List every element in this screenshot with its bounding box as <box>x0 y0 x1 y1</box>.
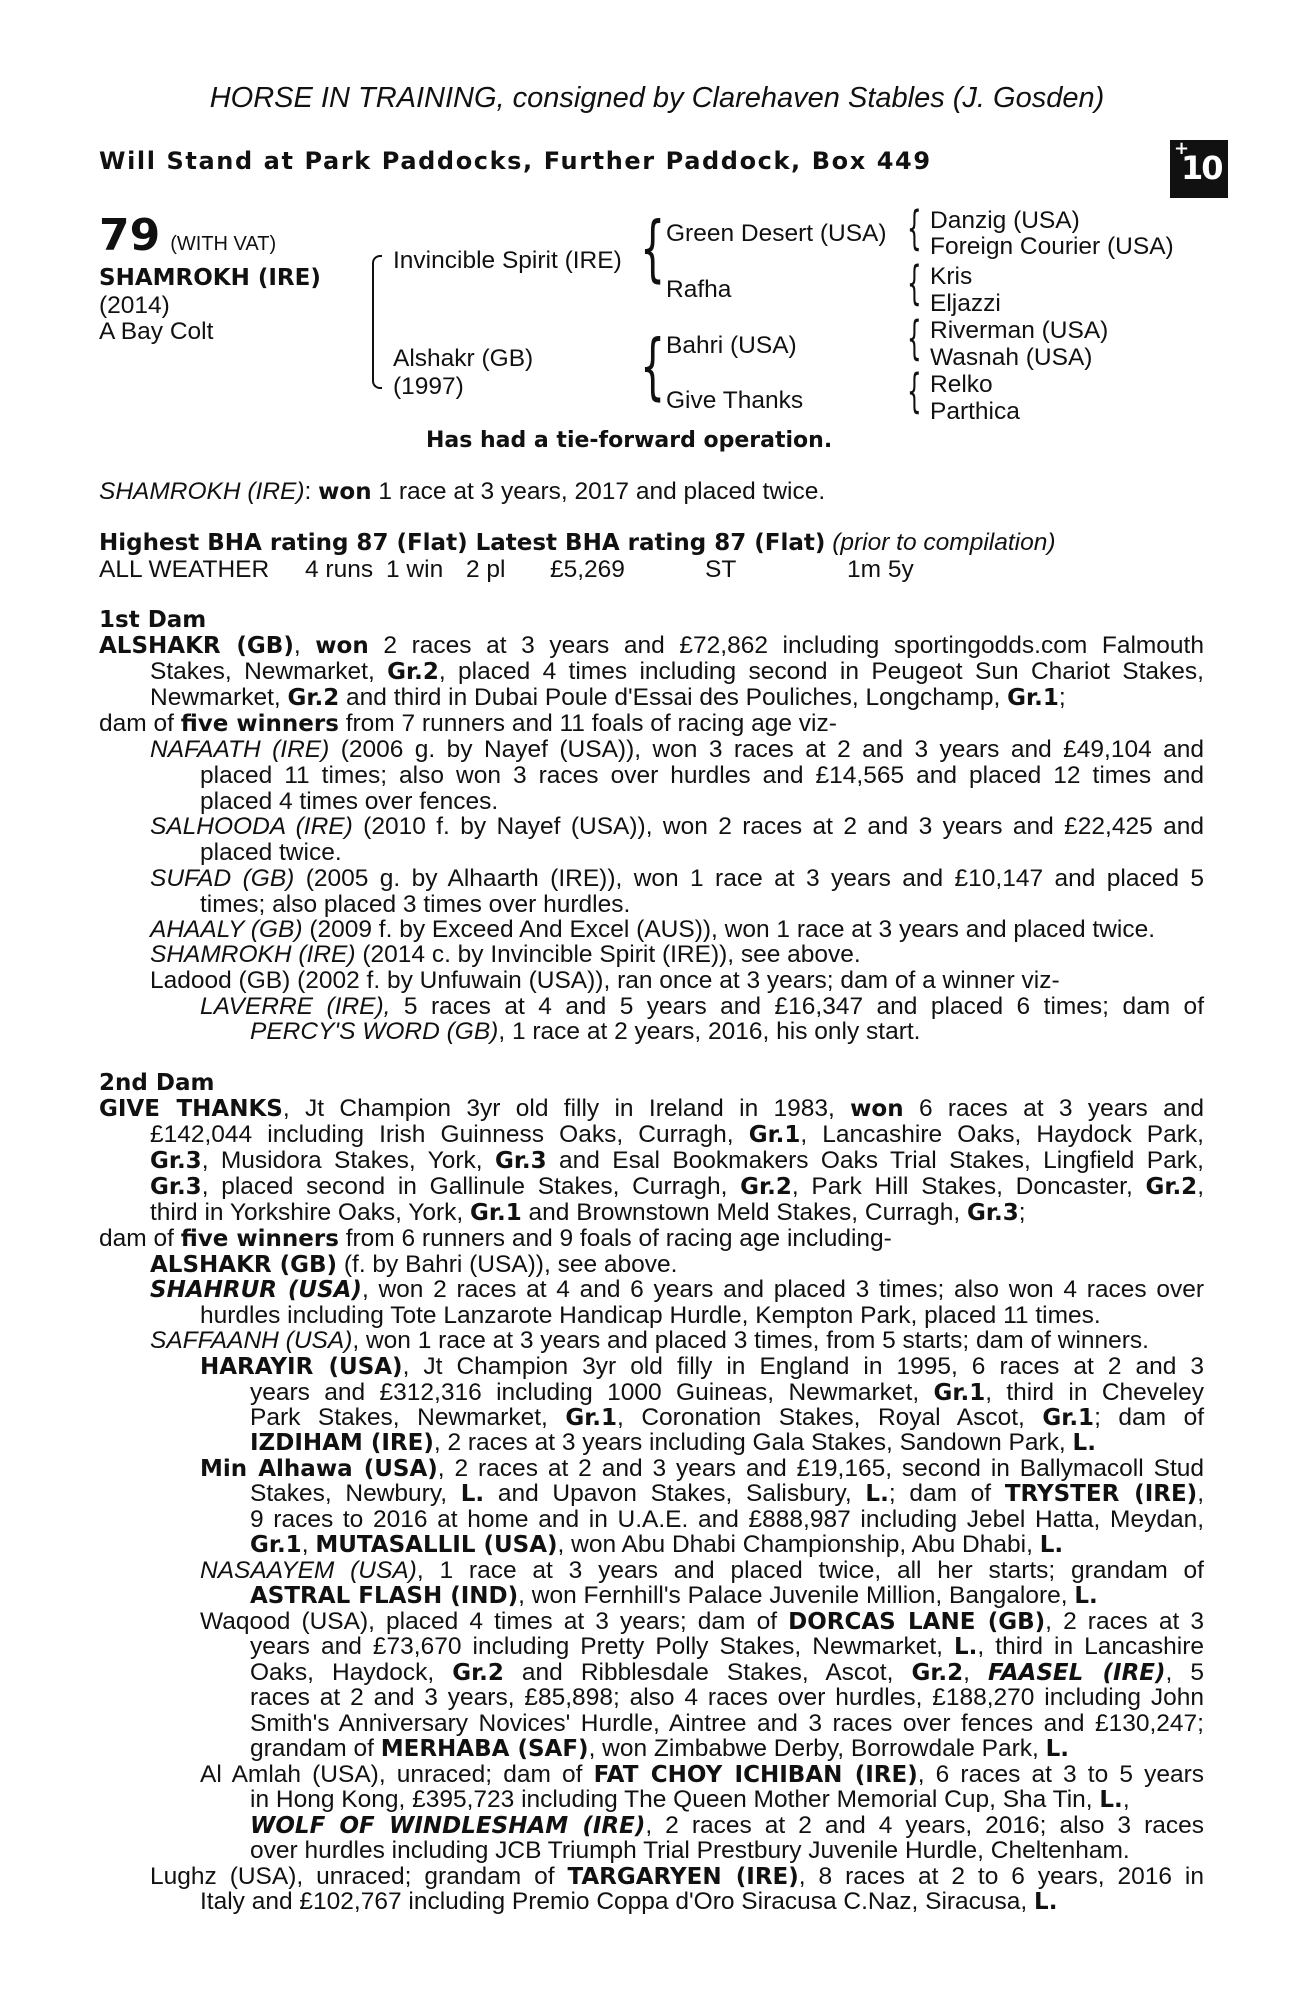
progeny-sufad-2: times; also placed 3 times over hurdles. <box>200 891 631 918</box>
sire-brace: { <box>640 206 666 290</box>
sire-sire-dam: Foreign Courier (USA) <box>930 233 1174 260</box>
sire-sire: Green Desert (USA) <box>666 220 887 247</box>
rating-heading-text: Highest BHA rating 87 (Flat) Latest BHA rating 87 (Flat) <box>99 530 826 556</box>
progeny-izdiham: IZDIHAM (IRE), 2 races at 3 years including Gala Stakes, Sandown Park, L. <box>250 1429 1096 1456</box>
progeny-harayir-3: Park Stakes, Newmarket, Gr.1, Coronation Stakes, Royal Ascot, Gr.1; dam of <box>250 1404 1205 1431</box>
second-dam-line-1: GIVE THANKS, Jt Champion 3yr old filly in Ireland in 1983, won 6 races at 3 years and <box>99 1095 1204 1122</box>
progeny-nafaath-2: placed 11 times; also won 3 races over hurdles and £14,565 and placed 12 times and <box>200 762 1204 789</box>
progeny-waqood-3: Oaks, Haydock, Gr.2 and Ribblesdale Stakes, Ascot, Gr.2, FAASEL (IRE), 5 <box>250 1659 1204 1686</box>
progeny-nasaayem: NASAAYEM (USA), 1 race at 3 years and placed twice, all her starts; grandam of <box>200 1557 1204 1584</box>
progeny-ahaaly: AHAALY (GB) (2009 f. by Exceed And Excel (AUS)), won 1 race at 3 years and placed twice. <box>150 916 1156 943</box>
progeny-shahrur: SHAHRUR (USA), won 2 races at 4 and 6 years and placed 3 times; also won 4 races over <box>150 1276 1204 1303</box>
progeny-waqood-5: Smith's Anniversary Novices' Hurdle, Aintree and 3 races over fences and £130,247; <box>250 1710 1204 1737</box>
page-title: HORSE IN TRAINING, consigned by Clarehaven Stables (J. Gosden) <box>209 82 1105 114</box>
sire: Invincible Spirit (IRE) <box>393 247 622 274</box>
rating-surface: ALL WEATHER <box>99 556 270 583</box>
pedigree-brace-main <box>372 255 382 389</box>
progeny-harayir-2: years and £312,316 including 1000 Guineas, Newmarket, Gr.1, third in Cheveley <box>250 1379 1204 1406</box>
rating-placed: 2 pl <box>466 556 506 583</box>
rating-note: (prior to compilation) <box>825 529 1056 556</box>
dd-brace: { <box>907 364 922 418</box>
race-summary: SHAMROKH (IRE): won 1 race at 3 years, 2017 and placed twice. <box>99 478 826 505</box>
progeny-salhooda: SALHOODA (IRE) (2010 f. by Nayef (USA)), won 2 races at 2 and 3 years and £22,425 and <box>150 813 1204 840</box>
horse-description: A Bay Colt <box>99 318 214 345</box>
progeny-mutasallil: Gr.1, MUTASALLIL (USA), won Abu Dhabi Championship, Abu Dhabi, L. <box>250 1531 1064 1558</box>
progeny-tryster: 9 races to 2016 at home and in U.A.E. and £888,987 including Jebel Hatta, Meydan, <box>250 1506 1204 1533</box>
plus-ten-badge <box>1170 140 1228 198</box>
progeny-laverre: LAVERRE (IRE), 5 races at 4 and 5 years and £16,347 and placed 6 times; dam of <box>200 993 1204 1020</box>
progeny-lughz: Lughz (USA), unraced; grandam of TARGARYEN (IRE), 8 races at 2 to 6 years, 2016 in <box>150 1863 1205 1890</box>
progeny-wolf: WOLF OF WINDLESHAM (IRE), 2 races at 2 and 4 years, 2016; also 3 races <box>250 1812 1204 1839</box>
first-dam-line-4: dam of five winners from 7 runners and 11 foals of racing age viz- <box>99 710 837 737</box>
dam-year: (1997) <box>393 373 464 400</box>
horse-name: SHAMROKH (IRE) <box>99 265 321 291</box>
progeny-waqood: Waqood (USA), placed 4 times at 3 years; dam of DORCAS LANE (GB), 2 races at 3 <box>200 1608 1204 1635</box>
dam-dam-sire: Relko <box>930 371 993 398</box>
second-dam-heading: 2nd Dam <box>99 1070 215 1096</box>
dam-sire-sire: Riverman (USA) <box>930 317 1109 344</box>
progeny-salhooda-2: placed twice. <box>200 839 342 866</box>
summary-won: won <box>318 479 372 505</box>
first-dam-heading: 1st Dam <box>99 607 207 633</box>
badge-plus: + <box>1174 138 1190 159</box>
first-dam-line-3: Newmarket, Gr.2 and third in Dubai Poule d'Essai des Pouliches, Longchamp, Gr.1; <box>150 684 1066 711</box>
second-dam-line-6: dam of five winners from 6 runners and 9 foals of racing age including- <box>99 1225 892 1252</box>
progeny-saffaanh: SAFFAANH (USA), won 1 race at 3 years and placed 3 times, from 5 starts; dam of winners. <box>150 1327 1149 1354</box>
progeny-ladood: Ladood (GB) (2002 f. by Unfuwain (USA)), ran once at 3 years; dam of a winner viz- <box>150 967 1060 994</box>
operation-note: Has had a tie-forward operation. <box>426 428 833 453</box>
second-dam-line-3: Gr.3, Musidora Stakes, York, Gr.3 and Esal Bookmakers Oaks Trial Stakes, Lingfield Park, <box>150 1147 1204 1174</box>
lot-number-row <box>99 210 276 261</box>
summary-text: 1 race at 3 years, 2017 and placed twice. <box>371 478 826 505</box>
progeny-waqood-2: years and £73,670 including Pretty Polly Stakes, Newmarket, L., third in Lancashire <box>250 1633 1204 1660</box>
badge-number: 10 <box>1181 149 1222 187</box>
progeny-alamlah-2: in Hong Kong, £395,723 including The Queen Mother Memorial Cup, Sha Tin, L., <box>250 1786 1130 1813</box>
ds-brace: { <box>907 311 922 365</box>
progeny-minalhawa: Min Alhawa (USA), 2 races at 2 and 3 years and £19,165, second in Ballymacoll Stud <box>200 1455 1205 1482</box>
dam-sire: Bahri (USA) <box>666 332 797 359</box>
rating-st: ST <box>705 556 737 583</box>
sire-dam-dam: Eljazzi <box>930 290 1001 317</box>
second-dam-line-4: Gr.3, placed second in Gallinule Stakes, Curragh, Gr.2, Park Hill Stakes, Doncaster, Gr.2, <box>150 1173 1204 1200</box>
rating-stats-row <box>99 556 1204 582</box>
dam-brace: { <box>640 324 666 408</box>
first-dam-line-2: Stakes, Newmarket, Gr.2, placed 4 times including second in Peugeot Sun Chariot Stakes, <box>150 658 1204 685</box>
dam: Alshakr (GB) <box>393 345 534 372</box>
vat-label: (WITH VAT) <box>170 233 277 255</box>
progeny-alshakr: ALSHAKR (GB) (f. by Bahri (USA)), see above. <box>150 1251 678 1278</box>
progeny-sufad: SUFAD (GB) (2005 g. by Alhaarth (IRE)), won 1 race at 3 years and £10,147 and placed 5 <box>150 865 1204 892</box>
second-dam-name: GIVE THANKS <box>99 1096 283 1122</box>
second-dam-line-5: third in Yorkshire Oaks, York, Gr.1 and Brownstown Meld Stakes, Curragh, Gr.3; <box>150 1199 1026 1226</box>
dam-sire-dam: Wasnah (USA) <box>930 344 1093 371</box>
progeny-astral: ASTRAL FLASH (IND), won Fernhill's Palace Juvenile Million, Bangalore, L. <box>250 1582 1098 1609</box>
progeny-waqood-4: races at 2 and 3 years, £85,898; also 4 races over hurdles, £188,270 including John <box>250 1684 1204 1711</box>
rating-runs: 4 runs <box>305 556 374 583</box>
progeny-shahrur-2: hurdles including Tote Lanzarote Handicap Hurdle, Kempton Park, placed 11 times. <box>200 1302 1101 1329</box>
progeny-nafaath-3: placed 4 times over fences. <box>200 788 499 815</box>
rating-prize: £5,269 <box>550 556 625 583</box>
rating-wins: 1 win <box>386 556 444 583</box>
progeny-merhaba: grandam of MERHABA (SAF), won Zimbabwe Derby, Borrowdale Park, L. <box>250 1735 1070 1762</box>
progeny-minalhawa-2: Stakes, Newbury, L. and Upavon Stakes, Salisbury, L.; dam of TRYSTER (IRE), <box>250 1480 1204 1507</box>
dam-dam: Give Thanks <box>666 387 804 414</box>
sire-dam: Rafha <box>666 276 732 303</box>
progeny-shamrokh: SHAMROKH (IRE) (2014 c. by Invincible Spirit (IRE)), see above. <box>150 941 861 968</box>
lot-number: 79 <box>99 210 161 261</box>
progeny-lughz-2: Italy and £102,767 including Premio Coppa d'Oro Siracusa C.Naz, Siracusa, L. <box>200 1888 1058 1915</box>
summary-horse-name: SHAMROKH (IRE) <box>99 478 305 505</box>
stand-location: Will Stand at Park Paddocks, Further Paddock, Box 449 <box>99 147 932 175</box>
rating-heading <box>99 530 1204 556</box>
rating-distance: 1m 5y <box>847 556 914 583</box>
sire-sire-sire: Danzig (USA) <box>930 207 1080 234</box>
first-dam-name: ALSHAKR (GB) <box>99 633 294 659</box>
first-dam-line-1: ALSHAKR (GB), won 2 races at 3 years and £72,862 including sportingodds.com Falmouth <box>99 632 1204 659</box>
dam-dam-dam: Parthica <box>930 398 1020 425</box>
horse-year: (2014) <box>99 292 170 319</box>
sd-brace: { <box>907 256 922 310</box>
second-dam-line-2: £142,044 including Irish Guinness Oaks, Curragh, Gr.1, Lancashire Oaks, Haydock Park, <box>150 1121 1204 1148</box>
progeny-percy: PERCY'S WORD (GB), 1 race at 2 years, 2016, his only start. <box>250 1018 921 1045</box>
progeny-harayir: HARAYIR (USA), Jt Champion 3yr old filly in England in 1995, 6 races at 2 and 3 <box>200 1353 1204 1380</box>
progeny-wolf-2: over hurdles including JCB Triumph Trial Prestbury Juvenile Hurdle, Cheltenham. <box>250 1837 1130 1864</box>
progeny-alamlah: Al Amlah (USA), unraced; dam of FAT CHOY ICHIBAN (IRE), 6 races at 3 to 5 years <box>200 1761 1205 1788</box>
sire-dam-sire: Kris <box>930 263 973 290</box>
progeny-nafaath: NAFAATH (IRE) (2006 g. by Nayef (USA)), won 3 races at 2 and 3 years and £49,104 and <box>150 736 1205 763</box>
ss-brace: { <box>907 201 922 255</box>
